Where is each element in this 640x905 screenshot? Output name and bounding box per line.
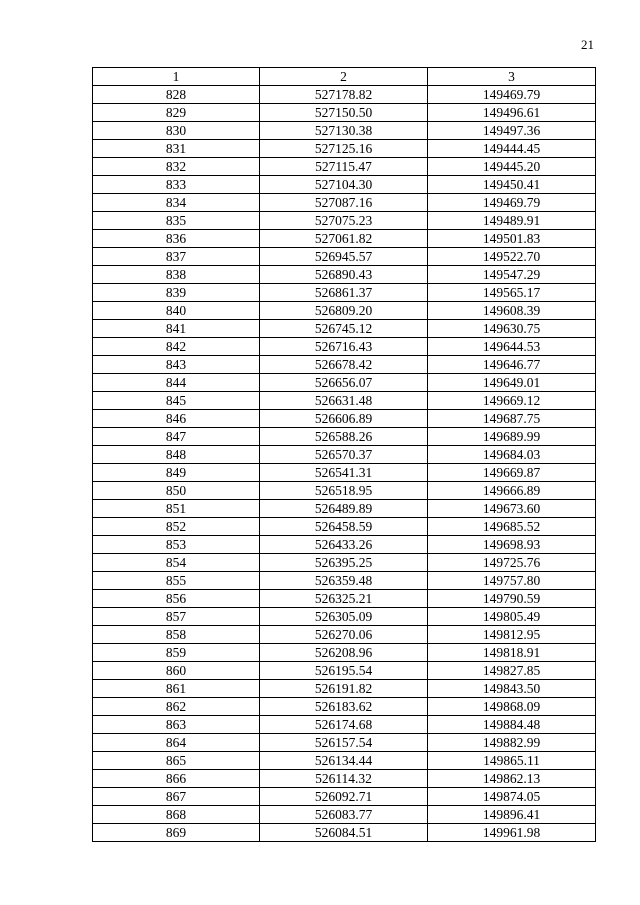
y-coordinate-cell: 149649.01 [428, 374, 596, 392]
table-row [93, 428, 596, 446]
x-coordinate-cell: 526809.20 [260, 302, 428, 320]
point-number-cell: 841 [93, 320, 260, 338]
point-number-cell: 863 [93, 716, 260, 734]
table-row [93, 500, 596, 518]
table-row [93, 608, 596, 626]
table-row [93, 518, 596, 536]
point-number-cell: 859 [93, 644, 260, 662]
point-number-cell: 836 [93, 230, 260, 248]
y-coordinate-cell: 149684.03 [428, 446, 596, 464]
x-coordinate-cell: 526433.26 [260, 536, 428, 554]
point-number-cell: 861 [93, 680, 260, 698]
y-coordinate-cell: 149725.76 [428, 554, 596, 572]
y-coordinate-cell: 149827.85 [428, 662, 596, 680]
x-coordinate-cell: 526325.21 [260, 590, 428, 608]
x-coordinate-cell: 526518.95 [260, 482, 428, 500]
y-coordinate-cell: 149757.80 [428, 572, 596, 590]
table-header-row [93, 68, 596, 86]
y-coordinate-cell: 149698.93 [428, 536, 596, 554]
y-coordinate-cell: 149666.89 [428, 482, 596, 500]
y-coordinate-cell: 149812.95 [428, 626, 596, 644]
x-coordinate-cell: 526489.89 [260, 500, 428, 518]
x-coordinate-cell: 526208.96 [260, 644, 428, 662]
point-number-cell: 835 [93, 212, 260, 230]
table-row [93, 680, 596, 698]
y-coordinate-cell: 149673.60 [428, 500, 596, 518]
x-coordinate-cell: 527125.16 [260, 140, 428, 158]
x-coordinate-cell: 526588.26 [260, 428, 428, 446]
table-row [93, 212, 596, 230]
table-row [93, 248, 596, 266]
point-number-cell: 844 [93, 374, 260, 392]
point-number-cell: 850 [93, 482, 260, 500]
x-coordinate-cell: 526541.31 [260, 464, 428, 482]
page-number: 21 [581, 37, 594, 52]
x-coordinate-cell: 526678.42 [260, 356, 428, 374]
x-coordinate-cell: 526174.68 [260, 716, 428, 734]
y-coordinate-cell: 149608.39 [428, 302, 596, 320]
y-coordinate-cell: 149630.75 [428, 320, 596, 338]
x-coordinate-cell: 527061.82 [260, 230, 428, 248]
x-coordinate-cell: 526195.54 [260, 662, 428, 680]
table-row [93, 806, 596, 824]
y-coordinate-cell: 149687.75 [428, 410, 596, 428]
point-number-cell: 845 [93, 392, 260, 410]
point-number-cell: 868 [93, 806, 260, 824]
table-row [93, 572, 596, 590]
x-coordinate-cell: 527130.38 [260, 122, 428, 140]
table-row [93, 374, 596, 392]
point-number-cell: 865 [93, 752, 260, 770]
y-coordinate-cell: 149896.41 [428, 806, 596, 824]
y-coordinate-cell: 149496.61 [428, 104, 596, 122]
x-coordinate-cell: 526359.48 [260, 572, 428, 590]
table-row [93, 320, 596, 338]
point-number-cell: 839 [93, 284, 260, 302]
x-coordinate-cell: 527075.23 [260, 212, 428, 230]
x-coordinate-cell: 526092.71 [260, 788, 428, 806]
point-number-cell: 862 [93, 698, 260, 716]
point-number-cell: 857 [93, 608, 260, 626]
y-coordinate-cell: 149669.87 [428, 464, 596, 482]
point-number-cell: 843 [93, 356, 260, 374]
table-row [93, 644, 596, 662]
table-row [93, 122, 596, 140]
point-number-cell: 851 [93, 500, 260, 518]
table-row [93, 464, 596, 482]
column-header-2: 2 [260, 68, 428, 86]
table-row [93, 554, 596, 572]
table-row [93, 86, 596, 104]
table-body [93, 86, 596, 842]
point-number-cell: 832 [93, 158, 260, 176]
point-number-cell: 869 [93, 824, 260, 842]
table-row [93, 176, 596, 194]
point-number-cell: 838 [93, 266, 260, 284]
y-coordinate-cell: 149884.48 [428, 716, 596, 734]
x-coordinate-cell: 526656.07 [260, 374, 428, 392]
table-row [93, 698, 596, 716]
x-coordinate-cell: 526114.32 [260, 770, 428, 788]
point-number-cell: 849 [93, 464, 260, 482]
table-row [93, 752, 596, 770]
y-coordinate-cell: 149868.09 [428, 698, 596, 716]
x-coordinate-cell: 526084.51 [260, 824, 428, 842]
point-number-cell: 853 [93, 536, 260, 554]
table-row [93, 590, 596, 608]
x-coordinate-cell: 526395.25 [260, 554, 428, 572]
point-number-cell: 829 [93, 104, 260, 122]
y-coordinate-cell: 149862.13 [428, 770, 596, 788]
table-row [93, 410, 596, 428]
point-number-cell: 847 [93, 428, 260, 446]
y-coordinate-cell: 149547.29 [428, 266, 596, 284]
x-coordinate-cell: 526083.77 [260, 806, 428, 824]
table-row [93, 338, 596, 356]
y-coordinate-cell: 149961.98 [428, 824, 596, 842]
table-row [93, 302, 596, 320]
table-row [93, 140, 596, 158]
x-coordinate-cell: 526270.06 [260, 626, 428, 644]
x-coordinate-cell: 526861.37 [260, 284, 428, 302]
x-coordinate-cell: 527150.50 [260, 104, 428, 122]
y-coordinate-cell: 149501.83 [428, 230, 596, 248]
y-coordinate-cell: 149469.79 [428, 194, 596, 212]
x-coordinate-cell: 526890.43 [260, 266, 428, 284]
y-coordinate-cell: 149497.36 [428, 122, 596, 140]
y-coordinate-cell: 149843.50 [428, 680, 596, 698]
table-row [93, 536, 596, 554]
table-row [93, 356, 596, 374]
table-row [93, 392, 596, 410]
table-row [93, 770, 596, 788]
y-coordinate-cell: 149445.20 [428, 158, 596, 176]
x-coordinate-cell: 526134.44 [260, 752, 428, 770]
x-coordinate-cell: 527104.30 [260, 176, 428, 194]
y-coordinate-cell: 149882.99 [428, 734, 596, 752]
y-coordinate-cell: 149685.52 [428, 518, 596, 536]
x-coordinate-cell: 526606.89 [260, 410, 428, 428]
point-number-cell: 867 [93, 788, 260, 806]
y-coordinate-cell: 149644.53 [428, 338, 596, 356]
y-coordinate-cell: 149444.45 [428, 140, 596, 158]
table-row [93, 230, 596, 248]
x-coordinate-cell: 526945.57 [260, 248, 428, 266]
x-coordinate-cell: 527087.16 [260, 194, 428, 212]
point-number-cell: 854 [93, 554, 260, 572]
x-coordinate-cell: 526183.62 [260, 698, 428, 716]
x-coordinate-cell: 526305.09 [260, 608, 428, 626]
point-number-cell: 864 [93, 734, 260, 752]
point-number-cell: 842 [93, 338, 260, 356]
point-number-cell: 846 [93, 410, 260, 428]
table-row [93, 626, 596, 644]
point-number-cell: 848 [93, 446, 260, 464]
point-number-cell: 840 [93, 302, 260, 320]
x-coordinate-cell: 526570.37 [260, 446, 428, 464]
point-number-cell: 834 [93, 194, 260, 212]
y-coordinate-cell: 149689.99 [428, 428, 596, 446]
x-coordinate-cell: 527178.82 [260, 86, 428, 104]
y-coordinate-cell: 149565.17 [428, 284, 596, 302]
y-coordinate-cell: 149805.49 [428, 608, 596, 626]
x-coordinate-cell: 526458.59 [260, 518, 428, 536]
x-coordinate-cell: 526191.82 [260, 680, 428, 698]
y-coordinate-cell: 149489.91 [428, 212, 596, 230]
y-coordinate-cell: 149874.05 [428, 788, 596, 806]
table-row [93, 194, 596, 212]
table-row [93, 788, 596, 806]
y-coordinate-cell: 149790.59 [428, 590, 596, 608]
table-row [93, 824, 596, 842]
x-coordinate-cell: 526631.48 [260, 392, 428, 410]
point-number-cell: 860 [93, 662, 260, 680]
point-number-cell: 830 [93, 122, 260, 140]
coordinates-table [92, 67, 596, 842]
point-number-cell: 837 [93, 248, 260, 266]
y-coordinate-cell: 149522.70 [428, 248, 596, 266]
x-coordinate-cell: 526157.54 [260, 734, 428, 752]
y-coordinate-cell: 149865.11 [428, 752, 596, 770]
y-coordinate-cell: 149646.77 [428, 356, 596, 374]
point-number-cell: 828 [93, 86, 260, 104]
point-number-cell: 856 [93, 590, 260, 608]
table-row [93, 158, 596, 176]
table-row [93, 482, 596, 500]
table-row [93, 266, 596, 284]
y-coordinate-cell: 149669.12 [428, 392, 596, 410]
point-number-cell: 866 [93, 770, 260, 788]
point-number-cell: 852 [93, 518, 260, 536]
y-coordinate-cell: 149818.91 [428, 644, 596, 662]
x-coordinate-cell: 526745.12 [260, 320, 428, 338]
column-header-1: 1 [93, 68, 260, 86]
x-coordinate-cell: 527115.47 [260, 158, 428, 176]
table-row [93, 104, 596, 122]
table-row [93, 716, 596, 734]
x-coordinate-cell: 526716.43 [260, 338, 428, 356]
table-row [93, 662, 596, 680]
column-header-3: 3 [428, 68, 596, 86]
y-coordinate-cell: 149450.41 [428, 176, 596, 194]
table-row [93, 734, 596, 752]
table-row [93, 284, 596, 302]
y-coordinate-cell: 149469.79 [428, 86, 596, 104]
table-row [93, 446, 596, 464]
point-number-cell: 855 [93, 572, 260, 590]
point-number-cell: 858 [93, 626, 260, 644]
point-number-cell: 831 [93, 140, 260, 158]
point-number-cell: 833 [93, 176, 260, 194]
